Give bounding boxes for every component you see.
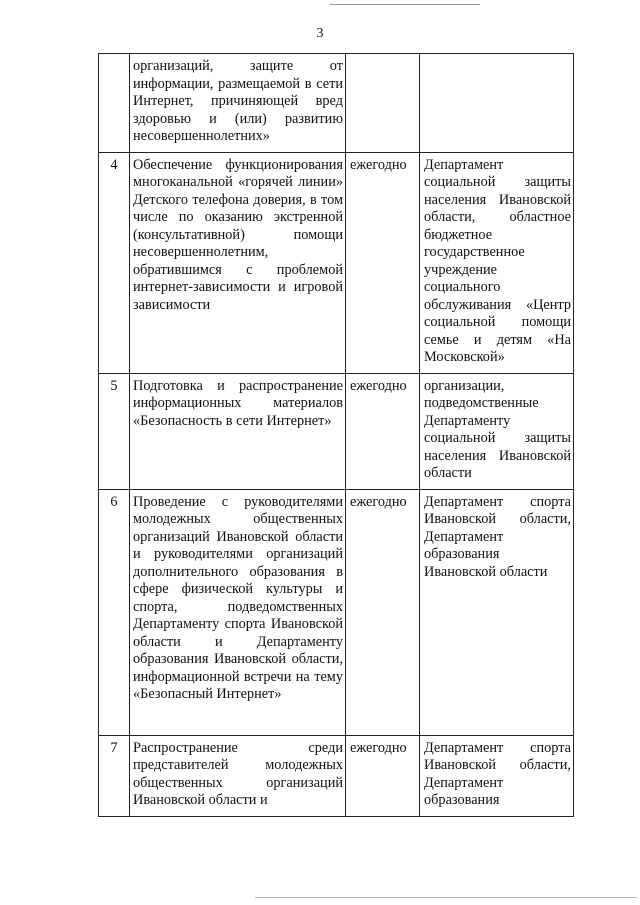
executor-text [420,54,573,64]
executor-cell [420,152,574,373]
term-cell [346,373,420,489]
executor-text: организации, подведомственные Департаменту социальной защиты населения Ивановской области [424,377,571,481]
term-text: ежегодно [350,493,407,510]
term-cell [346,735,420,816]
task-cell [130,489,346,735]
task-cell [130,152,346,373]
executor-cell [420,489,574,735]
executor-cell [420,373,574,489]
executor-cell [420,54,574,153]
task-cell [130,373,346,489]
term-text [346,54,419,58]
row-number-cell [99,373,130,489]
executor-text: Департамент социальной защиты населения Ивановской области, областное бюджетное государственное учреждение социального обслуживания «Центр социальной помощи семье и детям «На Московской» [424,156,571,365]
task-text: организаций, защите от информации, размещаемой в сети Интернет, причиняющей вред здоровью и (или) развитию несовершеннолетних» [133,58,343,144]
task-text: Подготовка и распространение информационных материалов «Безопасность в сети Интернет» [133,377,343,429]
table-row [99,735,574,816]
row-number-cell [99,735,130,816]
row-number: 5 [110,377,118,394]
table-row [99,489,574,735]
term-cell [346,152,420,373]
task-cell [130,735,346,816]
executor-text: Департамент спорта Ивановской области, Департамент образования [424,739,571,808]
row-number: 7 [110,739,118,756]
scan-artifact-bottom [255,897,637,898]
table-row [99,152,574,373]
task-text: Распространение среди представителей молодежных общественных организаций Ивановской области и [133,739,343,808]
measures-table [98,53,574,817]
row-number-cell [99,54,130,153]
task-cell [130,54,346,153]
term-cell [346,489,420,735]
table-row [99,373,574,489]
term-text: ежегодно [350,739,407,756]
table-row [99,54,574,153]
task-text: Проведение с руководителями молодежных общественных организаций Ивановской области и руководителями организаций дополнительного образования в сфере физической культуры и спорта, подведомственных Департаменту спорта Ивановской области и Департаменту образования Ивановской области, информационной встречи на тему «Безопасный Интернет» [133,493,343,702]
task-text: Обеспечение функционирования многоканальной «горячей линии» Детского телефона доверия, в том числе по оказанию экстренной (консультативной) помощи несовершеннолетним, обратившимся с проблемой интернет-зависимости и игровой зависимости [133,156,343,313]
term-text: ежегодно [350,156,407,173]
page-number: 3 [316,26,324,41]
term-cell [346,54,420,153]
executor-text: Департамент спорта Ивановской области, Департамент образования Ивановской области [424,493,571,580]
row-number: 4 [110,156,118,173]
row-number-cell [99,489,130,735]
row-number: 6 [110,493,118,510]
executor-cell [420,735,574,816]
row-number-cell [99,152,130,373]
scan-artifact-top [330,4,480,5]
term-text: ежегодно [350,377,407,394]
